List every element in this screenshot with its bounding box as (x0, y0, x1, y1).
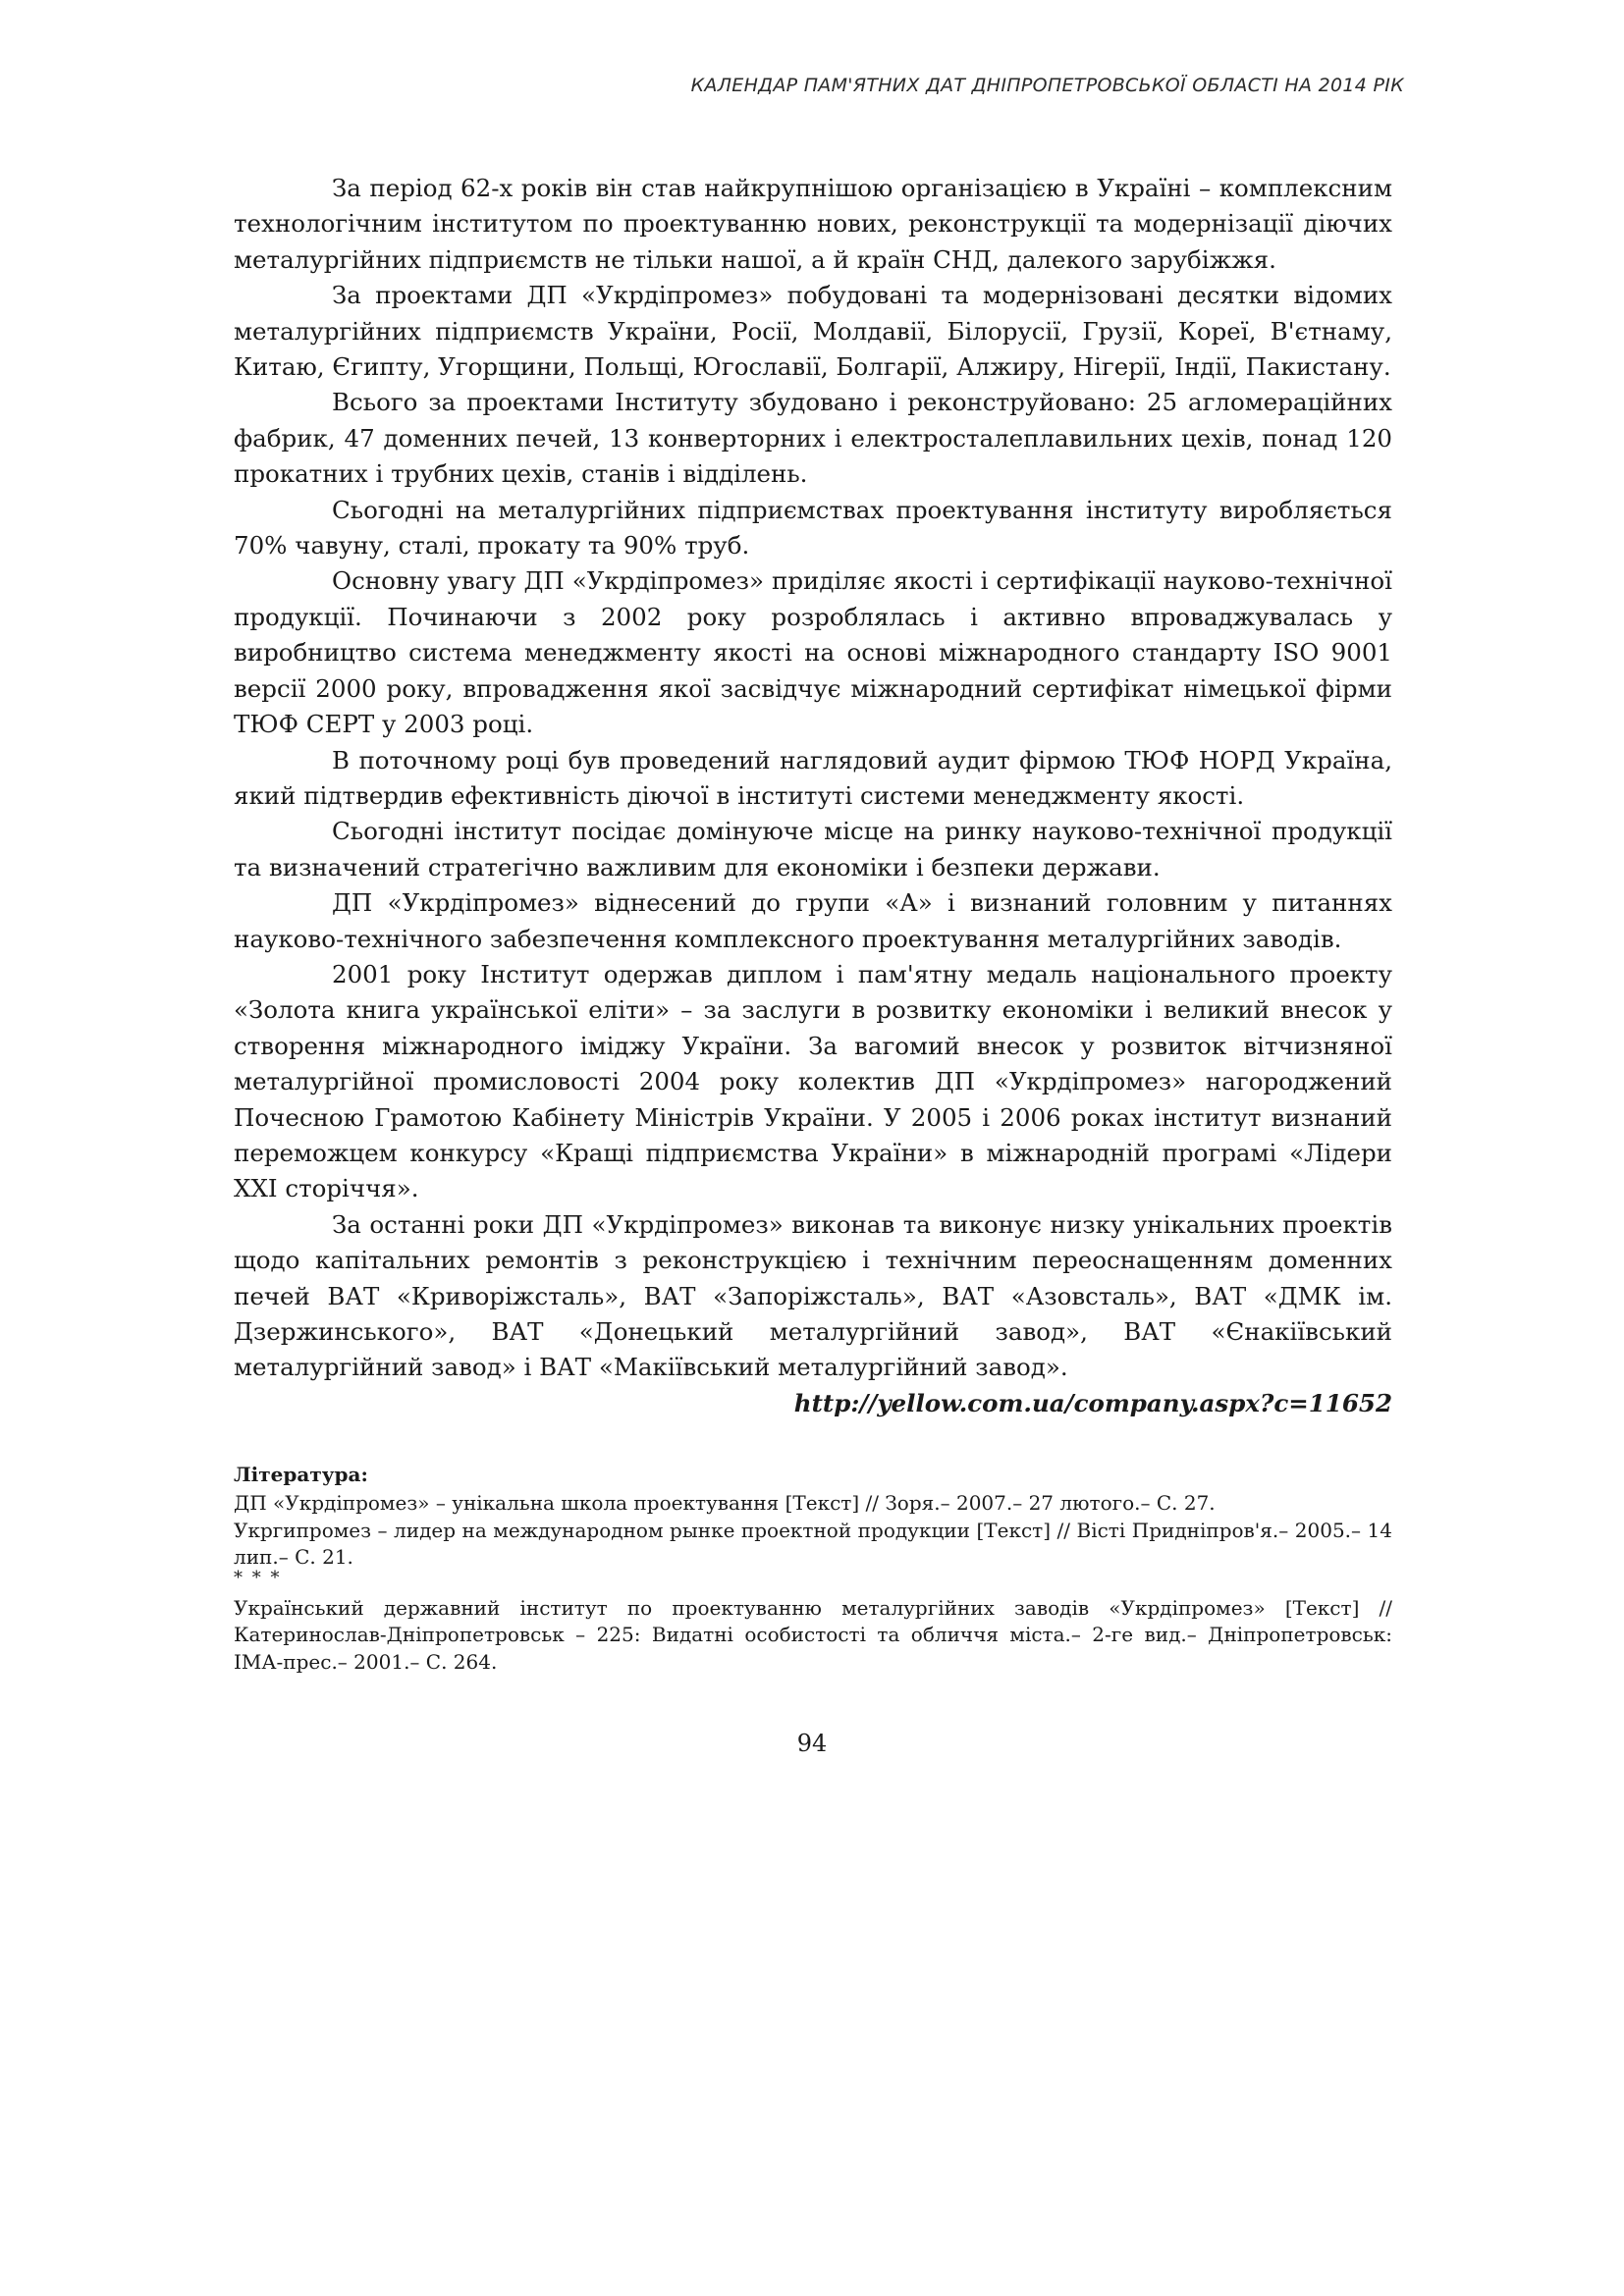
paragraph: ДП «Укрдіпромез» віднесений до групи «А» і визнаний головним у питаннях науково-технічного забезпечення комплексного проектування металургійних заводів. (234, 888, 1392, 953)
paragraph: Основну увагу ДП «Укрдіпромез» приділяє якості і сертифікації науково-технічної продукції. Починаючи з 2002 року розроблялась і активно впроваджувалась у виробництво система менеджменту якості на основі міжнародного стандарту ISO 9001 версії 2000 року, впровадження якої засвідчує міжнародний сертифікат німецької фірми ТЮФ СЕРТ у 2003 році. (234, 566, 1392, 739)
page-number: 94 (796, 1730, 828, 1757)
literature-entry: Укргипромез – лидер на международном рынке проектной продукции [Текст] // Вісті Придніпров'я.– 2005.– 14 лип.– С. 21. (234, 1518, 1392, 1570)
page-content (234, 171, 1392, 1676)
literature-entry: Український державний інститут по проектуванню металургійних заводів «Укрдіпромез» [Текст] // Катеринослав-Дніпропетровськ – 225: Видатні особистості та обличчя міста.– 2-ге вид.– Дніпропетровськ: ІМА-прес.– 2001.– С. 264. (234, 1595, 1392, 1674)
paragraph: Сьогодні інститут посідає домінуюче місце на ринку науково-технічної продукції та визначений стратегічно важливим для економіки і безпеки держави. (234, 817, 1392, 881)
literature-heading: Література: (234, 1463, 368, 1487)
paragraph: За останні роки ДП «Укрдіпромез» виконав та виконує низку унікальних проектів щодо капітальних ремонтів з реконструкцією і технічним переоснащенням доменних печей ВАТ «Криворіжсталь», ВАТ «Запоріжсталь», ВАТ «Азовсталь», ВАТ «ДМК ім. Дзержинського», ВАТ «Донецький металургійний завод», ВАТ «Єнакіївський металургійний завод» і ВАТ «Макіївський металургійний завод». (234, 1209, 1392, 1382)
article-body (234, 171, 1392, 1386)
paragraph: За проектами ДП «Укрдіпромез» побудовані та модернізовані десятки відомих металургійних підприємств України, Росії, Молдавії, Білорусії, Грузії, Кореї, В'єтнаму, Китаю, Єгипту, Угорщини, Польщі, Югославії, Болгарії, Алжиру, Нігерії, Індії, Пакистану. (234, 281, 1392, 382)
paragraph: В поточному році був проведений наглядовий аудит фірмою ТЮФ НОРД Україна, який підтвердив ефективність діючої в інституті системи менеджменту якості. (234, 745, 1392, 810)
running-header: КАЛЕНДАР ПАМ'ЯТНИХ ДАТ ДНІПРОПЕТРОВСЬКОЇ ОБЛАСТІ НА 2014 РІК (690, 75, 1404, 96)
paragraph: Сьогодні на металургійних підприємствах проектування інституту виробляється 70% чавуну, сталі, прокату та 90% труб. (234, 495, 1392, 561)
literature-section (234, 1461, 1392, 1676)
paragraph: Всього за проектами Інституту збудовано і реконструйовано: 25 агломераційних фабрик, 47 доменних печей, 13 конверторних і електросталеплавильних цехів, понад 120 прокатних і трубних цехів, станів і відділень. (234, 388, 1392, 489)
paragraph: 2001 року Інститут одержав диплом і пам'ятну медаль національного проекту «Золота книга української еліти» – за заслуги в розвитку економіки і великий внесок у створення міжнародного іміджу України. За вагомий внесок у розвиток вітчизняної металургійної промисловості 2004 року колектив ДП «Укрдіпромез» нагороджений Почесною Грамотою Кабінету Міністрів України. У 2005 і 2006 роках інститут визнаний переможцем конкурсу «Кращі підприємства України» в міжнародній програмі «Лідери XXI сторіччя». (234, 959, 1392, 1203)
literature-entry: ДП «Укрдіпромез» – унікальна школа проектування [Текст] // Зоря.– 2007.– 27 лютого.– С. 27. (234, 1491, 1216, 1516)
literature-separator: * * * (234, 1567, 282, 1588)
paragraph: За період 62-х років він став найкрупнішою організацією в Україні – комплексним технологічним інститутом по проектуванню нових, реконструкції та модернізації діючих металургійних підприємств не тільки нашої, а й країн СНД, далекого зарубіжжя. (234, 174, 1392, 274)
source-link[interactable]: http://yellow.com.ua/company.aspx?c=11652 (793, 1388, 1392, 1417)
